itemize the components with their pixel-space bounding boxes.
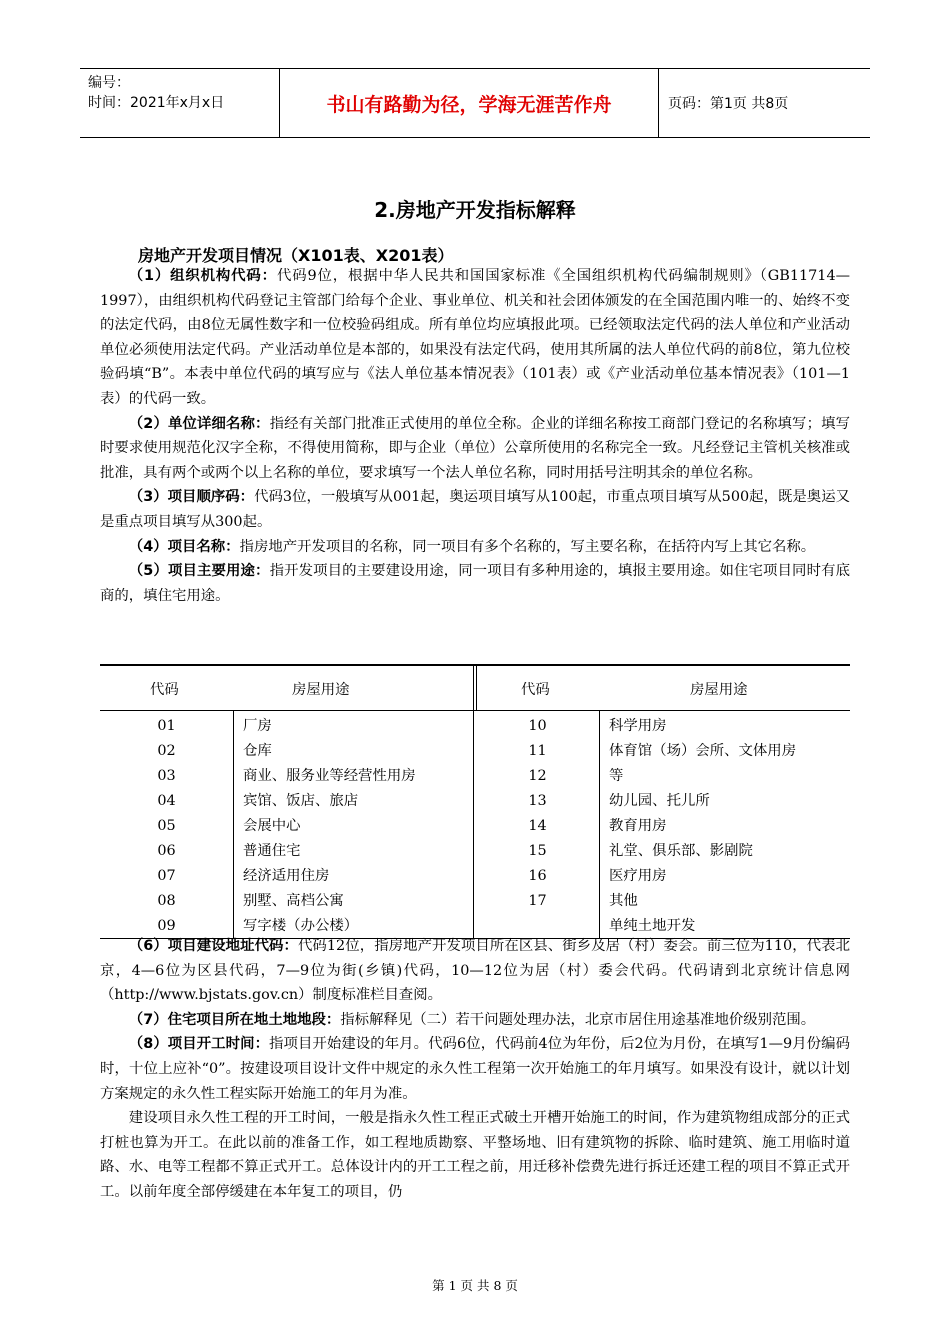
item-text: 代码3位，一般填写从001起，奥运项目填写从100起，市重点项目填写从500起，既是奥运又是重点项目填写从300起。	[100, 489, 851, 530]
header-motto: 书山有路勤为径，学海无涯苦作舟	[280, 69, 659, 137]
table-divider	[476, 666, 477, 710]
definition-item	[100, 934, 850, 1008]
table-cell: 商业、服务业等经营性用房	[243, 768, 416, 784]
definition-item	[100, 535, 850, 560]
item-label: （8）项目开工时间：	[128, 1036, 270, 1053]
table-cell: 11	[528, 743, 547, 759]
definition-item	[100, 1008, 850, 1033]
header-meta	[80, 69, 280, 137]
left-use-column	[243, 714, 468, 939]
item-label: （4）项目名称：	[128, 538, 240, 555]
table-cell: 02	[157, 743, 176, 759]
item-label: （6）项目建设地址代码：	[128, 938, 298, 954]
document-header	[80, 68, 870, 138]
table-cell: 科学用房	[609, 718, 667, 734]
table-cell: 单纯土地开发	[609, 918, 696, 934]
item-label: （7）住宅项目所在地土地地段：	[128, 1011, 341, 1028]
item-label: （1）组织机构代码：	[128, 268, 277, 284]
item-text: 指房地产开发项目的名称，同一项目有多个名称的，写主要名称，在括符内写上其它名称。	[239, 538, 816, 555]
definitions-part-1	[100, 264, 850, 608]
table-cell: 医疗用房	[609, 868, 667, 884]
table-cell: 07	[157, 868, 176, 884]
item-text: 指标解释见（二）若干问题处理办法，北京市居住用途基准地价级别范围。	[340, 1011, 816, 1028]
table-cell: 幼儿园、托儿所	[609, 793, 710, 809]
item-text: 指经有关部门批准正式使用的单位全称。企业的详细名称按工商部门登记的名称填写；填写时要求使用规范化汉字全称，不得使用简称，即与企业（单位）公章所使用的名称完全一致。凡经登记主管机关核准或批准，具有两个或两个以上名称的单位，要求填写一个法人单位名称，同时用括号注明其余的单位名称。	[100, 415, 850, 481]
item-text: 代码9位，根据中华人民共和国国家标准《全国组织机构代码编制规则》（GB11714—1997），由组织机构代码登记主管部门给每个企业、事业单位、机关和社会团体颁发的在全国范围内唯一的、始终不变的法定代码，由8位无属性数字和一位校验码组成。所有单位均应填报此项。已经领取法定代码的法人单位和产业活动单位必须使用法定代码。产业活动单位是本部的，如果没有法定代码，使用其所属的法人单位代码的前8位，第九位校验码填“B”。本表中单位代码的填写应与《法人单位基本情况表》（101表）或《产业活动单位基本情况表》（101—1表）的代码一致。	[100, 268, 851, 407]
item-text: 建设项目永久性工程的开工时间，一般是指永久性工程正式破土开槽开始施工的时间，作为建筑物组成部分的正式打桩也算为开工。在此以前的准备工作，如工程地质勘察、平整场地、旧有建筑物的拆除、临时建筑、施工用临时道路、水、电等工程都不算正式开工。总体设计内的开工工程之前，用迁移补偿费先进行拆迁还建工程的项目不算正式开工。以前年度全部停缓建在本年复工的项目，仍	[100, 1110, 850, 1200]
item-label: （2）单位详细名称：	[128, 415, 270, 432]
item-text: 代码12位，指房地产开发项目所在区县、街乡及居（村）委会。前三位为110，代表北京，4—6位为区县代码，7—9位为街(乡镇)代码，10—12位为居（村）委会代码。代码请到北京统计信息网（http://www.bjstats.gov.cn）制度标准栏目查阅。	[100, 938, 850, 1004]
table-cell: 12	[528, 768, 547, 784]
definition-item	[100, 264, 850, 412]
item-label: （3）项目顺序码：	[128, 489, 255, 506]
table-divider	[599, 710, 600, 938]
table-cell: 16	[528, 868, 547, 884]
table-cell: 会展中心	[243, 818, 301, 834]
right-use-column	[609, 714, 849, 939]
page-footer: 第 1 页 共 8 页	[432, 1278, 518, 1293]
table-cell: 宾馆、饭店、旅店	[243, 793, 359, 809]
table-divider	[473, 666, 474, 938]
table-cell: 等	[609, 768, 624, 784]
definition-item	[100, 1032, 850, 1106]
item-text: 指项目开始建设的年月。代码6位，代码前4位为年份，后2位为月份，在填写1—9月份编码时，十位上应补“0”。按建设项目设计文件中规定的永久性工程第一次开始施工的年月填写。如果没有设计，就以计划方案规定的永久性工程实际开始施工的年月为准。	[100, 1036, 850, 1102]
table-divider	[233, 710, 234, 938]
definition-item	[100, 485, 850, 534]
right-code-column	[476, 714, 599, 939]
usage-code-table	[100, 664, 850, 939]
header-number: 编号：	[88, 75, 130, 91]
definition-item	[100, 412, 850, 486]
table-header-code: 代码	[521, 682, 550, 698]
table-cell: 别墅、高档公寓	[243, 893, 344, 909]
table-cell: 09	[157, 918, 176, 934]
table-cell: 教育用房	[609, 818, 667, 834]
table-cell: 10	[528, 718, 547, 734]
table-cell: 经济适用住房	[243, 868, 330, 884]
table-cell: 厂房	[243, 718, 272, 734]
definition-item	[100, 559, 850, 608]
table-header-rule	[100, 710, 850, 711]
header-page-info: 页码：第1页 共8页	[668, 96, 789, 112]
item-text: 指开发项目的主要建设用途，同一项目有多种用途的，填报主要用途。如住宅项目同时有底商的，填住宅用途。	[100, 563, 850, 604]
table-cell: 06	[157, 843, 176, 859]
table-header-use: 房屋用途	[690, 682, 748, 698]
table-cell: 写字楼（办公楼）	[243, 918, 359, 934]
table-header-use: 房屋用途	[292, 682, 350, 698]
table-cell: 仓库	[243, 743, 272, 759]
table-cell: 03	[157, 768, 176, 784]
document-title: 2.房地产开发指标解释	[374, 198, 576, 222]
table-cell: 01	[157, 718, 176, 734]
table-cell: 普通住宅	[243, 843, 301, 859]
table-cell: 其他	[609, 893, 638, 909]
left-code-column	[100, 714, 233, 939]
table-cell: 13	[528, 793, 547, 809]
table-cell: 04	[157, 793, 176, 809]
table-cell: 礼堂、俱乐部、影剧院	[609, 843, 753, 859]
header-time: 时间：2021年x月x日	[88, 95, 225, 111]
item-label: （5）项目主要用途：	[128, 563, 270, 580]
table-cell: 体育馆（场）会所、文体用房	[609, 743, 797, 759]
definitions-part-2	[100, 934, 850, 1205]
table-cell: 08	[157, 893, 176, 909]
table-cell: 17	[528, 893, 547, 909]
section-subtitle: 房地产开发项目情况（X101表、X201表）	[138, 246, 454, 265]
table-cell: 05	[157, 818, 176, 834]
definition-item	[100, 1106, 850, 1204]
table-cell: 14	[528, 818, 547, 834]
table-cell: 15	[528, 843, 547, 859]
table-header-code: 代码	[150, 682, 179, 698]
